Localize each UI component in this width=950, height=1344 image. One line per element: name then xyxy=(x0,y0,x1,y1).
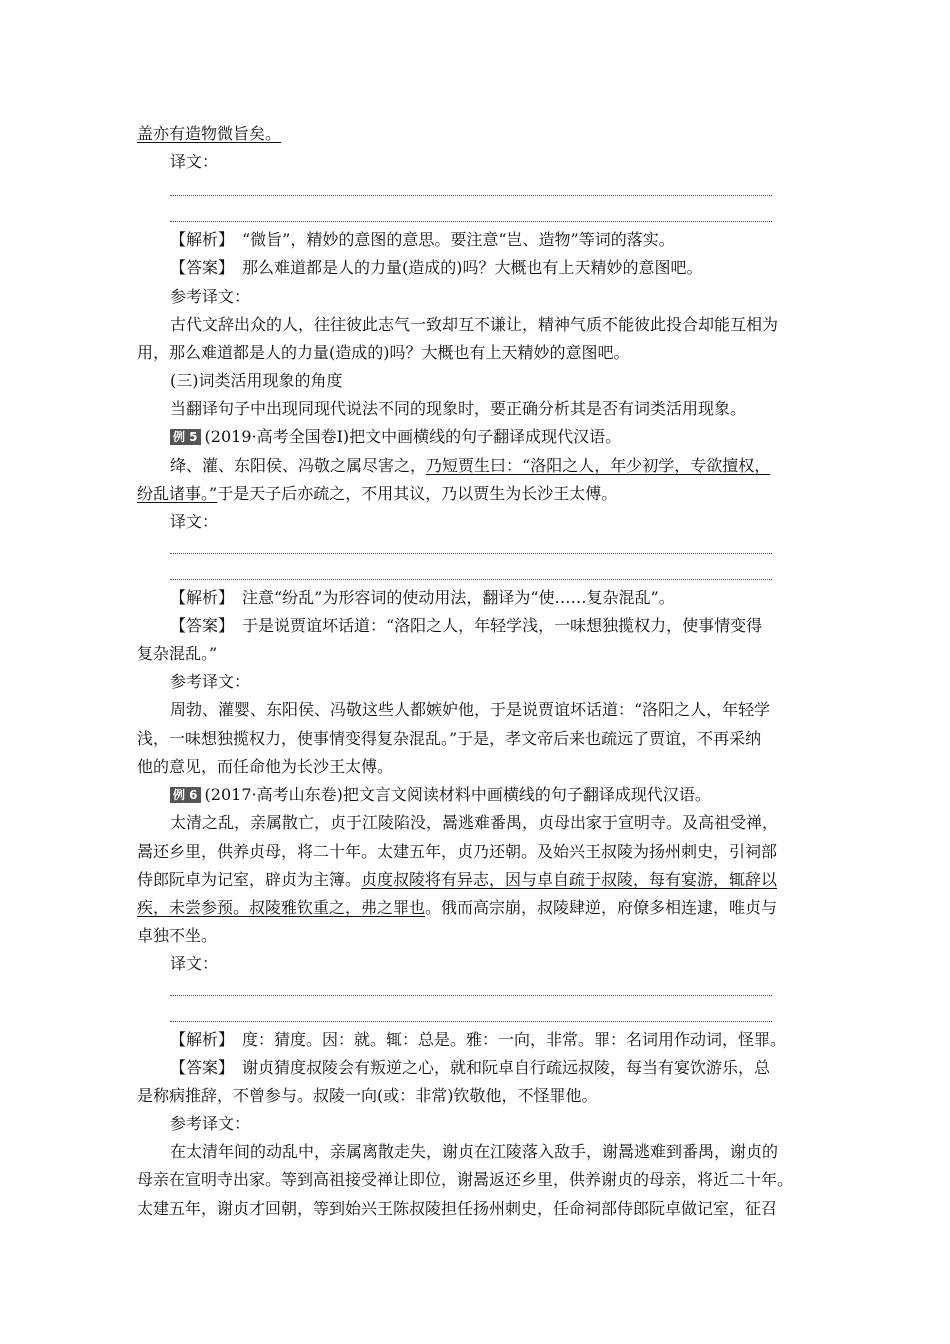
source-line xyxy=(137,898,777,920)
source-line: 卓独不坐。 xyxy=(137,926,218,945)
paragraph-line: 他的意见，而任命他为长沙王太傅。 xyxy=(137,757,394,776)
paragraph-line: 用，那么难道都是人的力量(造成的)吗？大概也有上天精妙的意图吧。 xyxy=(137,343,630,362)
answer-text: 【答案】 那么难道都是人的力量(造成的)吗？大概也有上天精妙的意图吧。 xyxy=(170,258,703,277)
translation-label: 译文： xyxy=(170,954,219,973)
answer-line xyxy=(170,221,772,222)
translation-label: 译文： xyxy=(170,512,219,531)
answer-text: 是称病推辞，不曾参与。叔陵一向(或：非常)钦敬他，不怪罪他。 xyxy=(137,1086,598,1105)
source-line xyxy=(170,456,770,478)
paragraph-line: 古代文辞出众的人，往往彼此志气一致却互不谦让，精神气质不能彼此投合却能互相为 xyxy=(170,315,779,334)
answer-line xyxy=(170,579,772,580)
source-text: 。俄而高宗崩，叔陵肆逆，府僚多相连逮，唯贞与 xyxy=(425,898,778,917)
example-prompt: (2017·高考山东卷)把文言文阅读材料中画横线的句子翻译成现代汉语。 xyxy=(204,785,711,804)
analysis-text: 【解析】 注意“纷乱”为形容词的使动用法，翻译为“使……复杂混乱”。 xyxy=(170,588,675,607)
source-sentence-underlined: 盖亦有造物微旨矣。 xyxy=(137,124,282,143)
answer-line xyxy=(170,1021,772,1022)
answer-text: 【答案】 于是说贾谊坏话道：“洛阳之人，年轻学浅，一味想独揽权力，使事情变得 xyxy=(170,616,763,635)
source-text-underlined: 贞度叔陵将有异志，因与卓自疏于叔陵，每有宴游，辄辞以 xyxy=(361,870,778,889)
paragraph-line: 母亲在宣明寺出家。等到高祖接受禅让即位，谢暠返还乡里，供养谢贞的母亲，将近二十年。 xyxy=(137,1170,794,1189)
answer-line xyxy=(170,553,772,554)
answer-line xyxy=(170,195,772,196)
answer-line xyxy=(170,995,772,996)
analysis-text: 【解析】 度：猜度。因：就。辄：总是。雅：一向，非常。罪：名词用作动词，怪罪。 xyxy=(170,1030,787,1049)
analysis-text: 【解析】 “微旨”，精妙的意图的意思。要注意“岂、造物”等词的落实。 xyxy=(170,230,675,249)
example-prompt: (2019·高考全国卷Ⅰ)把文中画横线的句子翻译成现代汉语。 xyxy=(204,427,622,446)
reference-label: 参考译文： xyxy=(170,1114,251,1133)
translation-label: 译文： xyxy=(170,152,219,171)
reference-label: 参考译文： xyxy=(170,672,251,691)
source-line xyxy=(137,484,617,506)
example-5-heading xyxy=(170,427,621,449)
paragraph-line: 在太清年间的动乱中，亲属离散走失，谢贞在江陵落入敌手，谢暠逃难到番禺，谢贞的 xyxy=(170,1142,779,1161)
source-line: 暠还乡里，供养贞母，将二十年。太建五年，贞乃还朝。及始兴王叔陵为扬州刺史，引祠部 xyxy=(137,842,778,861)
source-line xyxy=(137,870,777,892)
answer-text: 【答案】 谢贞猜度叔陵会有叛逆之心，就和阮卓自行疏远叔陵，每当有宴饮游乐，总 xyxy=(170,1058,771,1077)
source-text-underlined: 纷乱诸事。” xyxy=(137,484,218,503)
source-text: 于是天子后亦疏之，不用其议，乃以贾生为长沙王太傅。 xyxy=(217,484,618,503)
source-line: 太清之乱，亲属散亡，贞于江陵陷没，暠逃难番禺，贞母出家于宣明寺。及高祖受禅， xyxy=(170,813,779,832)
paragraph-line: 浅，一味想独揽权力，使事情变得复杂混乱。”于是，孝文帝后来也疏远了贾谊，不再采纳 xyxy=(137,729,762,748)
example-6-heading xyxy=(170,785,711,807)
example-tag: 例 6 xyxy=(170,787,201,803)
answer-text: 复杂混乱。” xyxy=(137,644,218,663)
reference-label: 参考译文： xyxy=(170,287,251,306)
source-text: 绛、灌、东阳侯、冯敬之属尽害之， xyxy=(170,456,427,475)
source-text-underlined: 乃短贾生曰：“洛阳之人，年少初学，专欲擅权， xyxy=(426,456,771,475)
paragraph-line: 太建五年，谢贞才回朝，等到始兴王陈叔陵担任扬州刺史，任命祠部侍郎阮卓做记室，征召 xyxy=(137,1199,778,1218)
paragraph-line: 周勃、灌婴、东阳侯、冯敬这些人都嫉妒他，于是说贾谊坏话道：“洛阳之人，年轻学 xyxy=(170,700,771,719)
source-text: 侍郎阮卓为记室，辟贞为主簿。 xyxy=(137,870,362,889)
paragraph-line: 当翻译句子中出现同现代说法不同的现象时，要正确分析其是否有词类活用现象。 xyxy=(170,399,747,418)
source-text-underlined: 疾，未尝参预。叔陵雅钦重之，弗之罪也 xyxy=(137,898,426,917)
example-tag: 例 5 xyxy=(170,429,201,445)
section-heading: (三)词类活用现象的角度 xyxy=(170,371,343,390)
